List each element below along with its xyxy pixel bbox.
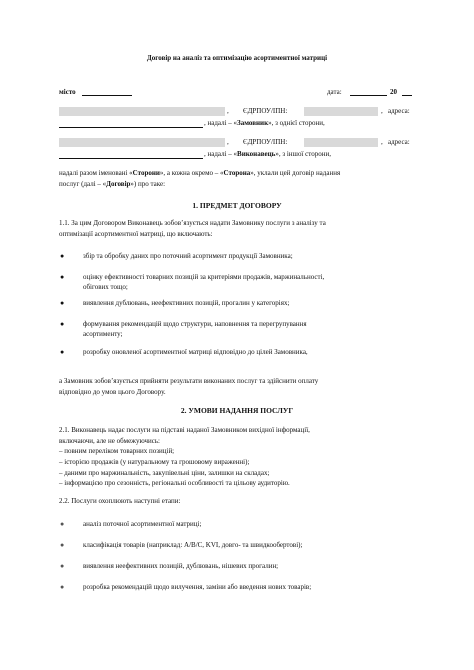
section-1-closing-line-2: відповідно до умов цього Договору. <box>59 388 166 396</box>
contractor-address-field[interactable] <box>59 158 203 159</box>
section-1-para-line-2: оптимізації асортиментної матриці, що включають: <box>59 230 213 238</box>
section-1-para-line-1: 1.1. За цим Договором Виконавець зобов’язується надати Замовнику послуги з аналізу та <box>59 219 326 227</box>
city-field[interactable] <box>82 95 132 96</box>
dash-item: – даними про маржинальність, закупівельні ціни, залишки на складах; <box>59 469 270 477</box>
list-item: ● оцінку ефективності товарних позицій за критеріями продажів, маржинальності, обігових тощо; <box>60 273 325 291</box>
customer-edrpou-field[interactable] <box>304 107 378 116</box>
list-item: ● збір та обробку даних про поточний асортимент продукції Замовника; <box>60 252 293 260</box>
contractor-address-label: адреса: <box>388 138 410 146</box>
list-item: ● виявлення неефективних позицій, дублювань, нішевих прогалин; <box>60 562 279 570</box>
date-year: 20 <box>390 88 397 96</box>
contractor-role-line: , надалі – «Виконавець», з іншої сторони, <box>204 150 331 158</box>
list-item: ● розробка рекомендацій щодо вилучення, заміни або введення нових товарів; <box>60 583 312 591</box>
city-label: місто <box>59 88 76 96</box>
section-2-para-2: 2.2. Послуги охоплюють наступні етапи: <box>59 497 181 505</box>
date-field[interactable] <box>350 95 387 96</box>
customer-edrpou-label: ЄДРПОУ/ІПН: <box>243 107 288 115</box>
list-item: ● формування рекомендацій щодо структури, наповнення та перегрупування асортименту; <box>60 320 307 338</box>
section-1-closing-line-1: а Замовник зобов’язується прийняти результати виконаних послуг та здійснити оплату <box>59 377 319 385</box>
list-item: ● розробку оновленої асортиментної матриці відповідно до цілей Замовника, <box>60 348 308 356</box>
dash-item: – інформацією про сезонність, регіональні особливості та цільову аудиторію. <box>59 479 290 487</box>
year-field[interactable] <box>402 95 412 96</box>
list-item: ● класифікація товарів (наприклад: A/B/C, KVI, довго- та швидкообертові); <box>60 541 303 549</box>
section-2-para-line-1: 2.1. Виконавець надає послуги на підставі наданої Замовником вихідної інформації, <box>59 426 310 434</box>
contractor-name-field[interactable] <box>59 138 225 147</box>
list-item: ● аналіз поточної асортиментної матриці; <box>60 520 202 528</box>
dash-item: – повним переліком товарних позицій; <box>59 447 175 455</box>
document-page: Договір на аналіз та оптимізацію асортиментної матриці місто дата: 20 , ЄДРПОУ/ІПН: , адреса: , надалі – «Замовник», з однієї сторони, , ЄДРПОУ/ІПН: , адреса: , надалі – «Виконавець», з іншої сторони, надалі разом іменовані «Сторони», а кожна окремо – «Сторона», уклали цей договір надання послуг (далі – «Договір») про таке: 1. ПРЕДМЕТ ДОГОВОРУ 1.1. За цим Договором Виконавець зобов’язується надати Замовнику послуги з аналізу та оптимізації асортиментної матриці, що включають: ● збір та обробку даних про поточний асортимент продукції Замовника; ● оцінку ефективності товарних позицій за критеріями продажів, маржинальності, обігових тощо; ● виявлення дублювань, неефективних позицій, прогалин у категоріях; ● формування рекомендацій щодо структури, наповнення та перегрупування асортименту; ● розробку оновленої асортиментної матриці відповідно до цілей Замовника, а Замовник зобов’язується прийняти результати виконаних послуг та здійснити оплату відповідно до умов цього Договору. 2. УМОВИ НАДАННЯ ПОСЛУГ 2.1. Виконавець надає послуги на підставі наданої Замовником вихідної інформації, включаючи, але не обмежуючись: – повним переліком товарних позицій; – історією продажів (у натуральному та грошовому вираженні); – даними про маржинальність, закупівельні ціни, залишки на складах; – інформацією про сезонність, регіональні особливості та цільову аудиторію. 2.2. Послуги охоплюють наступні етапи: ● аналіз поточної асортиментної матриці; ● класифікація товарів (наприклад: A/B/C, KVI, довго- та швидкообертові); ● виявлення неефективних позицій, дублювань, нішевих прогалин; ● розробка рекомендацій щодо вилучення, заміни або введення нових товарів; <box>0 0 474 670</box>
intro-line-1: надалі разом іменовані «Сторони», а кожна окремо – «Сторона», уклали цей договір надання <box>59 169 341 177</box>
date-label: дата: <box>327 88 342 96</box>
customer-name-field[interactable] <box>59 107 225 116</box>
section-2-para-line-2: включаючи, але не обмежуючись: <box>59 437 160 445</box>
customer-address-label: адреса: <box>388 107 410 115</box>
list-item: ● виявлення дублювань, неефективних позицій, прогалин у категоріях; <box>60 299 290 307</box>
intro-line-2: послуг (далі – «Договір») про таке: <box>59 180 166 188</box>
dash-item: – історією продажів (у натуральному та грошовому вираженні); <box>59 458 250 466</box>
customer-address-field[interactable] <box>59 127 203 128</box>
contractor-edrpou-label: ЄДРПОУ/ІПН: <box>243 138 288 146</box>
section-2-heading: 2. УМОВИ НАДАННЯ ПОСЛУГ <box>180 406 294 415</box>
section-1-heading: 1. ПРЕДМЕТ ДОГОВОРУ <box>192 201 282 210</box>
contractor-edrpou-field[interactable] <box>304 138 378 147</box>
document-title: Договір на аналіз та оптимізацію асортиментної матриці <box>146 54 328 62</box>
customer-role-line: , надалі – «Замовник», з однієї сторони, <box>204 119 325 127</box>
